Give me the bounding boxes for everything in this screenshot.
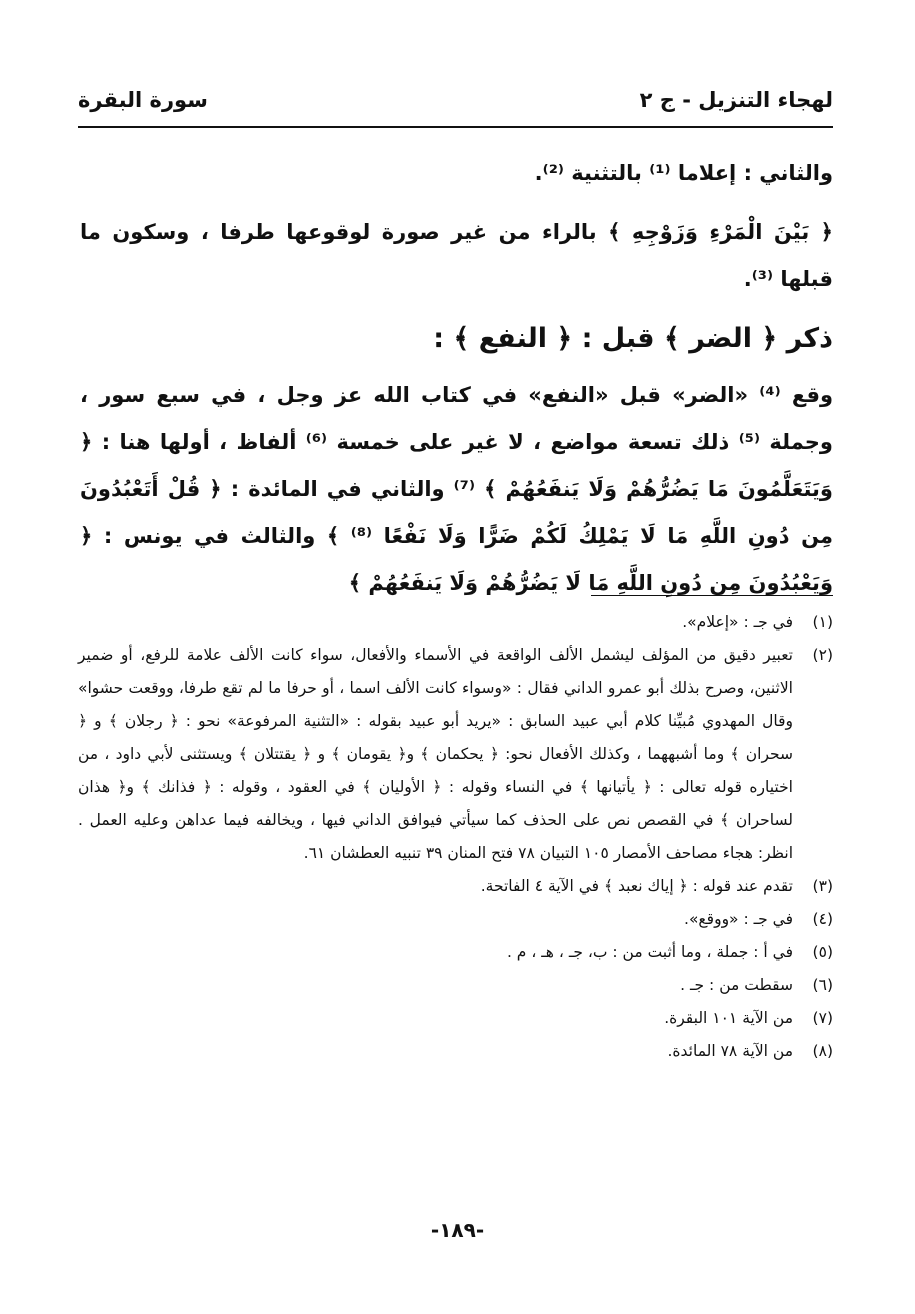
- footnote-number: (٨): [812, 1042, 833, 1060]
- footnote-text: من الآية ١٠١ البقرة.: [664, 1009, 793, 1027]
- footnotes: [78, 606, 833, 1068]
- footnote: [78, 1002, 833, 1035]
- footnote-text: من الآية ٧٨ المائدة.: [667, 1042, 793, 1060]
- footnote-text: في جـ : «ووقع».: [684, 910, 793, 928]
- footnote-text: في أ : جملة ، وما أثبت من : ب، جـ ، هـ ، م .: [506, 943, 793, 961]
- footnote-rule: [591, 595, 833, 596]
- footnote-number: (١): [812, 613, 833, 631]
- footnote: [78, 903, 833, 936]
- surah-title: سورة البقرة: [78, 88, 208, 112]
- footnote: [78, 1035, 833, 1068]
- paragraph-3: وقع ⁽⁴⁾ «الضر» قبل «النفع» في كتاب الله عز وجل ، في سبع سور ، وجملة ⁽⁵⁾ ذلك تسعة مواضع ، لا غير على خمسة ⁽⁶⁾ ألفاظ ، أولها هنا : ﴿ وَيَتَعَلَّمُونَ مَا يَضُرُّهُمْ وَلَا يَنفَعُهُمْ ﴾ ⁽⁷⁾ والثاني في المائدة : ﴿ قُلْ أَتَعْبُدُونَ مِن دُونِ اللَّهِ مَا لَا يَمْلِكُ لَكُمْ ضَرًّا وَلَا نَفْعًا ⁽⁸⁾ ﴾ والثالث في يونس : ﴿ وَيَعْبُدُونَ مِن دُونِ اللَّهِ مَا لَا يَضُرُّهُمْ وَلَا يَنفَعُهُمْ ﴾: [80, 383, 833, 595]
- paragraph-1: والثاني : إعلاما ⁽¹⁾ بالتثنية ⁽²⁾.: [534, 161, 833, 185]
- paragraph-2: ﴿ بَيْنَ الْمَرْءِ وَزَوْجِهِ ﴾ بالراء من غير صورة لوقوعها طرفا ، وسكون ما قبلها ⁽³⁾.: [80, 220, 833, 291]
- footnote: [78, 870, 833, 903]
- main-text: [80, 150, 833, 619]
- footnote: [78, 969, 833, 1002]
- footnote-number: (٣): [812, 877, 833, 895]
- section-title: ذكر ﴿ الضر ﴾ قبل : ﴿ النفع ﴾ :: [433, 323, 833, 354]
- footnote-number: (٦): [812, 976, 833, 994]
- footnote-number: (٥): [812, 943, 833, 961]
- footnote-number: (٢): [812, 646, 833, 664]
- footnote-text: في جـ : «إعلام».: [682, 613, 793, 631]
- footnote-text: تقدم عند قوله : ﴿ إياك نعبد ﴾ في الآية ٤ الفاتحة.: [480, 877, 793, 895]
- footnote: [78, 606, 833, 639]
- running-header: [78, 80, 833, 120]
- footnote-number: (٤): [812, 910, 833, 928]
- footnote-text: سقطت من : جـ .: [680, 976, 793, 994]
- footnote-text: تعبير دقيق من المؤلف ليشمل الألف الواقعة في الأسماء والأفعال، سواء كانت الألف علامة للرفع، أو ضمير الاثنين، وصرح بذلك أبو عمرو الداني فقال : «وسواء كانت الألف اسما ، أو حرفا ما لم تقع طرفا، ووقعت حشوا» وقال المهدوي مُبيِّنا كلام أبي عبيد السابق : «يريد أبو عبيد بقوله : «التثنية المرفوعة» نحو : ﴿ رجلان ﴾ و ﴿ سحران ﴾ وما أشبههما ، وكذلك الأفعال نحو: ﴿ يحكمان ﴾ و﴿ يقومان ﴾ و ﴿ يقتتلان ﴾ ويستثنى لأبي داود ، من اختياره قوله تعالى : ﴿ يأتيانها ﴾ في النساء وقوله : ﴿ الأوليان ﴾ في العقود ، وقوله : ﴿ فذانك ﴾ و﴿ هذان لساحران ﴾ في القصص نص على الحذف كما سيأتي فيوافق الداني فيها ، ويخالفه فيما عداهن وعليه العمل . انظر: هجاء مصاحف الأمصار ١٠٥ التبيان ٧٨ فتح المنان ٣٩ تنبيه العطشان ٦١.: [78, 646, 793, 862]
- page-number: -١٨٩-: [430, 1218, 485, 1242]
- footnote: [78, 936, 833, 969]
- book-title: لهجاء التنزيل - ج ٢: [639, 88, 833, 112]
- footnote: [78, 639, 833, 870]
- footnote-number: (٧): [812, 1009, 833, 1027]
- header-rule: [78, 126, 833, 128]
